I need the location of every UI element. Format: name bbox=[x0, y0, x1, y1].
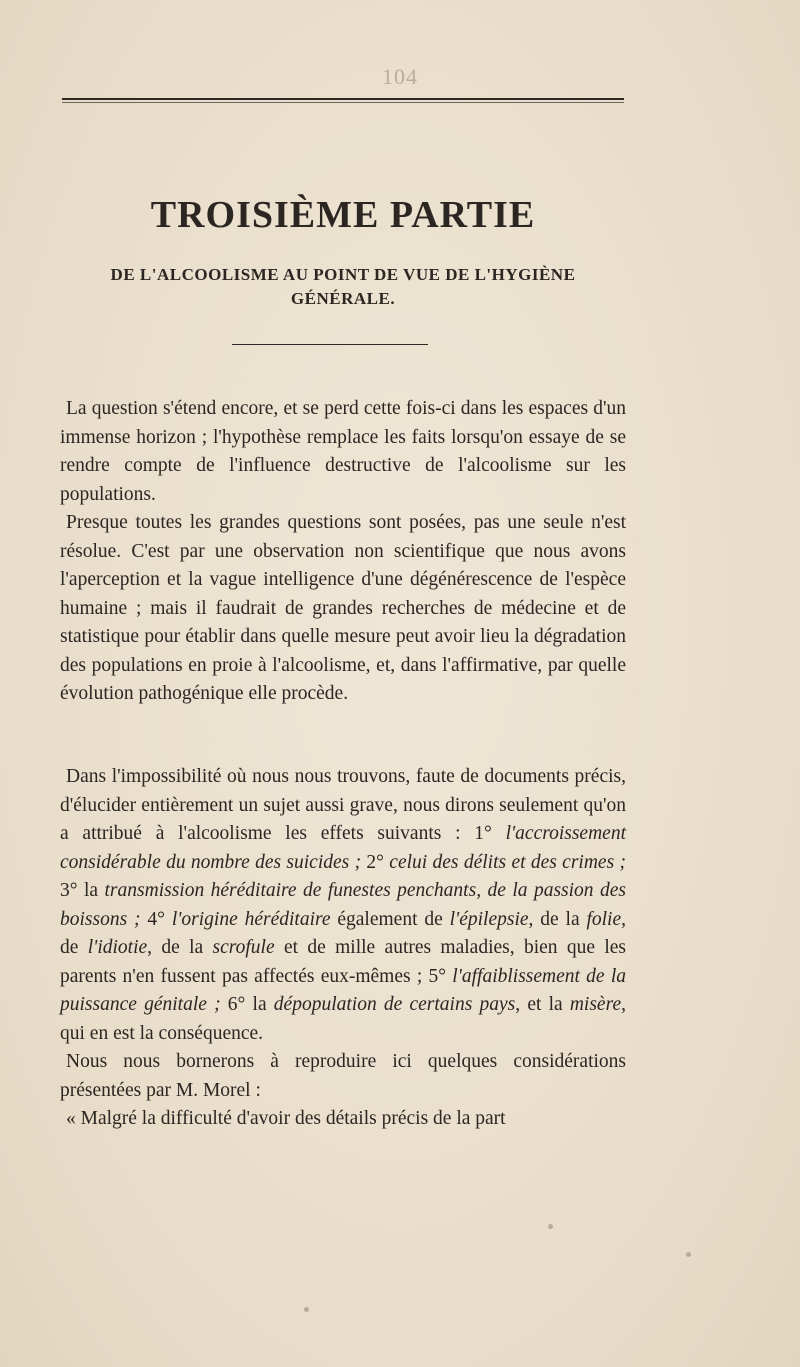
text-run: 6° la bbox=[220, 994, 274, 1015]
text-run: et de mille autres maladies, bien que les parents n'en fussent pas affectés eux-mêmes ; 5° bbox=[60, 937, 627, 987]
paragraph-1: La question s'étend encore, et se perd cette fois-ci dans les espaces d'un immense horizon ; l'hypothèse remplace les faits lorsqu'on essaye de se rendre compte de l'influence destructive de l'alcoolisme sur les populations. bbox=[60, 398, 626, 505]
italic-run: l'origine héréditaire bbox=[171, 908, 331, 930]
italic-run: folie bbox=[586, 908, 622, 930]
italic-run: l'épilepsie bbox=[449, 908, 529, 930]
header-rule bbox=[62, 98, 624, 103]
paragraph-5: « Malgré la difficulté d'avoir des détails précis de la part bbox=[66, 1108, 506, 1129]
italic-run: misère bbox=[569, 994, 622, 1015]
page-number: 104 bbox=[382, 64, 418, 89]
text-run: 4° bbox=[140, 908, 172, 930]
text-run: , de bbox=[60, 908, 626, 958]
part-title: TROISIÈME PARTIE bbox=[150, 194, 536, 236]
text-run: Dans l'impossibilité où nous nous trouvons, faute de documents précis, d'élucider entièrement un sujet aussi grave, nous dirons seulement qu'on a attribué à l'alcoolisme les effets suivants : 1° bbox=[60, 766, 626, 844]
paragraph-4: Nous nous bornerons à reproduire ici quelques considérations présentées par M. Morel : bbox=[60, 1051, 626, 1101]
paragraph-3 bbox=[60, 763, 626, 1048]
text-run: 2° bbox=[361, 851, 390, 873]
paragraph-2: Presque toutes les grandes questions sont posées, pas une seule n'est résolue. C'est par une observation non scientifique que nous avons l'aperception et la vague intelligence d'une dégénérescence de l'espèce humaine ; mais il faudrait de grandes recherches de médecine et de statistique pour établir dans quelle mesure peut avoir lieu la dégradation des populations en proie à l'alcoolisme, et, dans l'affirmative, par quelle évolution pathogénique elle procède. bbox=[60, 512, 626, 704]
paper-speck bbox=[304, 1307, 309, 1312]
italic-run: l'accroissement considérable du nombre des suicides ; bbox=[60, 823, 626, 873]
italic-run: scrofule bbox=[212, 937, 275, 958]
italic-run: celui des délits et des crimes ; bbox=[389, 851, 626, 873]
italic-run: l'affaiblissement de la puissance génitale ; bbox=[60, 965, 626, 1015]
text-block-effects bbox=[60, 763, 626, 1134]
part-subtitle: DE L'ALCOOLISME AU POINT DE VUE DE L'HYGIÈNE GÉNÉRALE. bbox=[110, 265, 576, 308]
section-divider bbox=[232, 344, 428, 345]
text-run: 3° la bbox=[60, 880, 105, 901]
text-run: , et la bbox=[515, 994, 570, 1015]
text-block-intro bbox=[60, 395, 626, 709]
text-run: , de la bbox=[528, 908, 587, 930]
text-run: , de la bbox=[147, 937, 213, 958]
italic-run: l'idiotie bbox=[87, 937, 148, 958]
italic-run: dépopulation de certains pays bbox=[273, 994, 516, 1015]
text-run: également de bbox=[330, 908, 450, 930]
paper-speck bbox=[548, 1224, 553, 1229]
paper-speck bbox=[686, 1252, 691, 1257]
text-run: , qui en est la conséquence. bbox=[60, 994, 626, 1044]
italic-run: transmission héréditaire de funestes penchants, de la passion des boissons ; bbox=[60, 880, 626, 930]
